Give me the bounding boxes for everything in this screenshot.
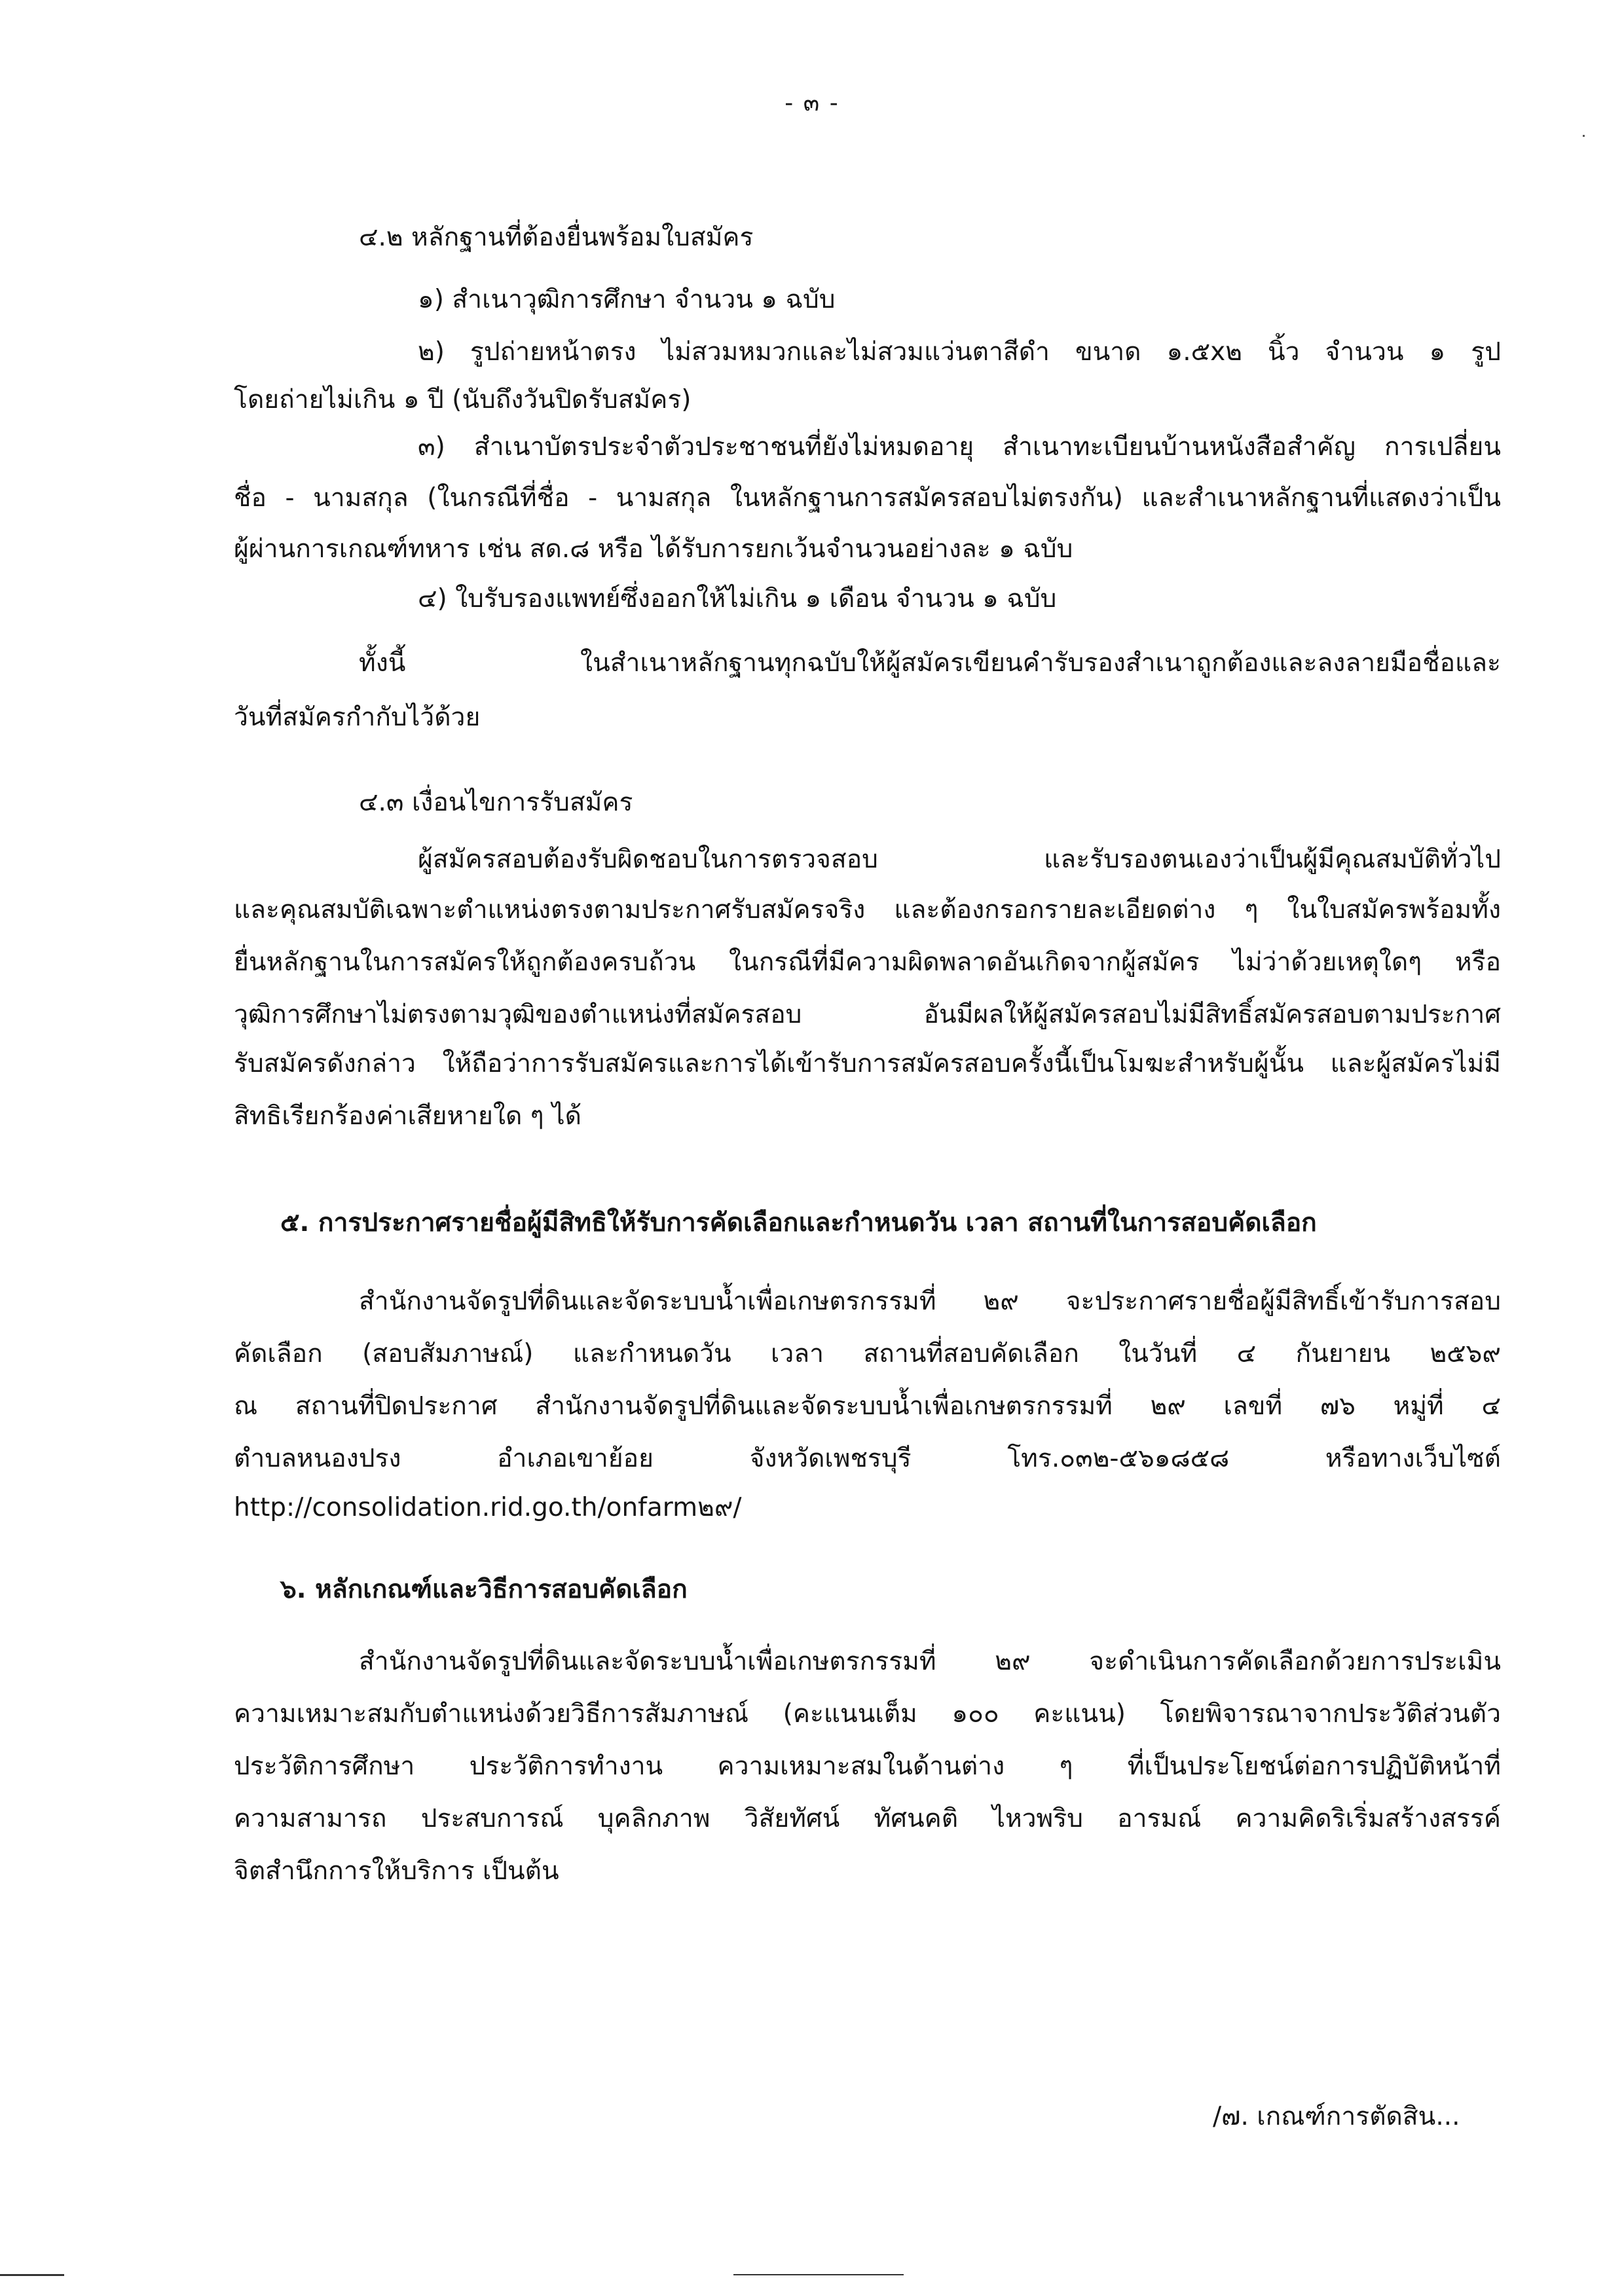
evidence-note-line-1: ทั้งนี้ ในสำเนาหลักฐานทุกฉบับให้ผู้สมัครเขียนคำรับรองสำเนาถูกต้องและลงลายมือชื่อและ [359,648,1501,678]
selection-method-line: จิตสำนึกการให้บริการ เป็นต้น [234,1856,559,1886]
section-4-3-heading: ๔.๓ เงื่อนไขการรับสมัคร [359,788,633,817]
conditions-line: รับสมัครดังกล่าว ให้ถือว่าการรับสมัครและการได้เข้ารับการสมัครสอบครั้งนี้เป็นโมฆะสำหรับผู้นั้น และผู้สมัครไม่มี [234,1049,1501,1078]
selection-method-line: ความเหมาะสมกับตำแหน่งด้วยวิธีการสัมภาษณ์ (คะแนนเต็ม ๑๐๐ คะแนน) โดยพิจารณาจากประวัติส่วนตัว [234,1699,1501,1729]
evidence-item-3-line-2: ชื่อ - นามสกุล (ในกรณีที่ชื่อ - นามสกุล ในหลักฐานการสมัครสอบไม่ตรงกัน) และสำเนาหลักฐานที่แสดงว่าเป็น [234,483,1501,513]
conditions-line: ผู้สมัครสอบต้องรับผิดชอบในการตรวจสอบ และรับรองตนเองว่าเป็นผู้มีคุณสมบัติทั่วไป [418,845,1501,874]
section-6-heading: ๖. หลักเกณฑ์และวิธีการสอบคัดเลือก [280,1575,688,1604]
page-number: - ๓ - [784,90,840,117]
conditions-line: สิทธิเรียกร้องค่าเสียหายใด ๆ ได้ [234,1101,581,1131]
scan-dot [1583,135,1585,137]
footer-rule-left [0,2274,64,2276]
selection-method-line: ประวัติการศึกษา ประวัติการทำงาน ความเหมาะสมในด้านต่าง ๆ ที่เป็นประโยชน์ต่อการปฏิบัติหน้าที่ [234,1752,1501,1781]
announcement-line: คัดเลือก (สอบสัมภาษณ์) และกำหนดวัน เวลา สถานที่สอบคัดเลือก ในวันที่ ๔ กันยายน ๒๕๖๙ [234,1339,1501,1368]
selection-method-line: สำนักงานจัดรูปที่ดินและจัดระบบน้ำเพื่อเกษตรกรรมที่ ๒๙ จะดำเนินการคัดเลือกด้วยการประเมิน [359,1647,1501,1676]
evidence-item-2-line-1: ๒) รูปถ่ายหน้าตรง ไม่สวมหมวกและไม่สวมแว่นตาสีดำ ขนาด ๑.๕x๒ นิ้ว จำนวน ๑ รูป [418,337,1501,367]
announcement-line: ตำบลหนองปรง อำเภอเขาย้อย จังหวัดเพชรบุรี โทร.๐๓๒-๕๖๑๘๕๘ หรือทางเว็บไซต์ [234,1444,1501,1473]
evidence-item-1: ๑) สำเนาวุฒิการศึกษา จำนวน ๑ ฉบับ [418,285,836,314]
section-5-heading: ๕. การประกาศรายชื่อผู้มีสิทธิให้รับการคัดเลือกและกำหนดวัน เวลา สถานที่ในการสอบคัดเลือก [280,1208,1317,1238]
evidence-note-line-2: วันที่สมัครกำกับไว้ด้วย [234,703,481,732]
conditions-line: วุฒิการศึกษาไม่ตรงตามวุฒิของตำแหน่งที่สมัครสอบ อันมีผลให้ผู้สมัครสอบไม่มีสิทธิ์สมัครสอบตามประกาศ [234,1000,1501,1029]
announcement-line: ณ สถานที่ปิดประกาศ สำนักงานจัดรูปที่ดินและจัดระบบน้ำเพื่อเกษตรกรรมที่ ๒๙ เลขที่ ๗๖ หมู่ที่ ๔ [234,1391,1501,1421]
conditions-line: ยื่นหลักฐานในการสมัครให้ถูกต้องครบถ้วน ในกรณีที่มีความผิดพลาดอันเกิดจากผู้สมัคร ไม่ว่าด้วยเหตุใดๆ หรือ [234,947,1501,977]
website-url: http://consolidation.rid.go.th/onfarm๒๙/ [234,1493,742,1522]
announcement-line: สำนักงานจัดรูปที่ดินและจัดระบบน้ำเพื่อเกษตรกรรมที่ ๒๙ จะประกาศรายชื่อผู้มีสิทธิ์เข้ารับการสอบ [359,1287,1501,1316]
evidence-item-3-line-3: ผู้ผ่านการเกณฑ์ทหาร เช่น สด.๘ หรือ ได้รับการยกเว้นจำนวนอย่างละ ๑ ฉบับ [234,534,1073,564]
evidence-item-3-line-1: ๓) สำเนาบัตรประจำตัวประชาชนที่ยังไม่หมดอายุ สำเนาทะเบียนบ้านหนังสือสำคัญ การเปลี่ยน [418,432,1501,462]
evidence-item-2-line-2: โดยถ่ายไม่เกิน ๑ ปี (นับถึงวันปิดรับสมัคร) [234,385,692,414]
section-4-2-heading: ๔.๒ หลักฐานที่ต้องยื่นพร้อมใบสมัคร [359,223,754,252]
evidence-item-4: ๔) ใบรับรองแพทย์ซึ่งออกให้ไม่เกิน ๑ เดือน จำนวน ๑ ฉบับ [418,584,1057,614]
continuation-note: /๗. เกณฑ์การตัดสิน... [1213,2102,1460,2131]
footer-rule-middle [733,2274,904,2275]
selection-method-line: ความสามารถ ประสบการณ์ บุคลิกภาพ วิสัยทัศน์ ทัศนคติ ไหวพริบ อารมณ์ ความคิดริเริ่มสร้างสรรค์ [234,1804,1501,1833]
conditions-line: และคุณสมบัติเฉพาะตำแหน่งตรงตามประกาศรับสมัครจริง และต้องกรอกรายละเอียดต่าง ๆ ในใบสมัครพร้อมทั้ง [234,895,1501,925]
